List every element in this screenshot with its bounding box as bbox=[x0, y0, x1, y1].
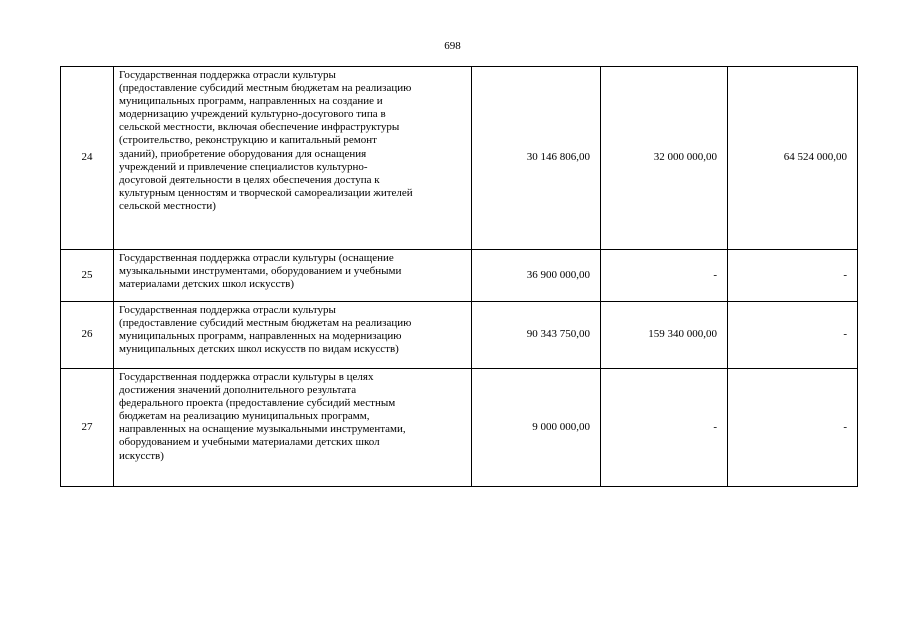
amount-2: 32 000 000,00 bbox=[601, 67, 728, 250]
amount-2: 159 340 000,00 bbox=[601, 302, 728, 369]
table-row bbox=[61, 67, 858, 250]
description-line: музыкальными инструментами, оборудованием и учебными bbox=[119, 265, 402, 278]
description-line: муниципальных программ, направленных на модернизацию bbox=[119, 330, 402, 343]
budget-table-body bbox=[61, 67, 858, 487]
description-line: сельской местности) bbox=[119, 199, 216, 212]
description-line: Государственная поддержка отрасли культуры bbox=[119, 69, 336, 81]
description-line: искусств) bbox=[119, 449, 164, 462]
description-line: зданий), приобретение оборудования для оснащения bbox=[119, 147, 367, 160]
amount-3: - bbox=[728, 302, 858, 369]
row-number: 27 bbox=[61, 369, 114, 487]
amount-3: - bbox=[728, 369, 858, 487]
description-line: культурным ценностям и творческой самореализации жителей bbox=[119, 186, 413, 199]
amount-2: - bbox=[601, 369, 728, 487]
description-line: (предоставление субсидий местным бюджетам на реализацию bbox=[119, 82, 412, 95]
amount-1: 90 343 750,00 bbox=[472, 302, 601, 369]
description-line: муниципальных программ, направленных на создание и bbox=[119, 95, 383, 108]
description-line: (строительство, реконструкцию и капитальный ремонт bbox=[119, 134, 377, 147]
amount-1: 9 000 000,00 bbox=[472, 369, 601, 487]
description-line: Государственная поддержка отрасли культуры (оснащение bbox=[119, 252, 394, 264]
description-line: досуговой деятельности в целях обеспечения доступа к bbox=[119, 173, 380, 186]
description-line: муниципальных детских школ искусств по видам искусств) bbox=[119, 343, 399, 356]
description-line: модернизацию учреждений культурно-досугового типа в bbox=[119, 108, 386, 121]
description-line: учреждений и привлечение специалистов культурно- bbox=[119, 160, 368, 173]
table-row bbox=[61, 369, 858, 487]
amount-3: 64 524 000,00 bbox=[728, 67, 858, 250]
description-line: Государственная поддержка отрасли культуры в целях bbox=[119, 371, 374, 383]
row-description bbox=[114, 250, 472, 302]
row-number: 25 bbox=[61, 250, 114, 302]
description-line: бюджетам на реализацию муниципальных программ, bbox=[119, 410, 370, 423]
description-line: Государственная поддержка отрасли культуры bbox=[119, 304, 336, 316]
description-line: достижения значений дополнительного результата bbox=[119, 384, 357, 397]
description-line: оборудованием и учебными материалами детских школ bbox=[119, 436, 380, 449]
row-number: 24 bbox=[61, 67, 114, 250]
description-line: федерального проекта (предоставление субсидий местным bbox=[119, 397, 396, 410]
row-description bbox=[114, 302, 472, 369]
description-line: (предоставление субсидий местным бюджетам на реализацию bbox=[119, 317, 412, 330]
table-row bbox=[61, 250, 858, 302]
amount-1: 36 900 000,00 bbox=[472, 250, 601, 302]
description-line: сельской местности, включая обеспечение инфраструктуры bbox=[119, 121, 400, 134]
table-row bbox=[61, 302, 858, 369]
amount-2: - bbox=[601, 250, 728, 302]
budget-table bbox=[60, 66, 858, 487]
amount-1: 30 146 806,00 bbox=[472, 67, 601, 250]
row-description bbox=[114, 369, 472, 487]
description-line: направленных на оснащение музыкальными инструментами, bbox=[119, 423, 406, 436]
amount-3: - bbox=[728, 250, 858, 302]
row-description bbox=[114, 67, 472, 250]
page-number: 698 bbox=[444, 40, 461, 52]
description-line: материалами детских школ искусств) bbox=[119, 278, 295, 291]
row-number: 26 bbox=[61, 302, 114, 369]
